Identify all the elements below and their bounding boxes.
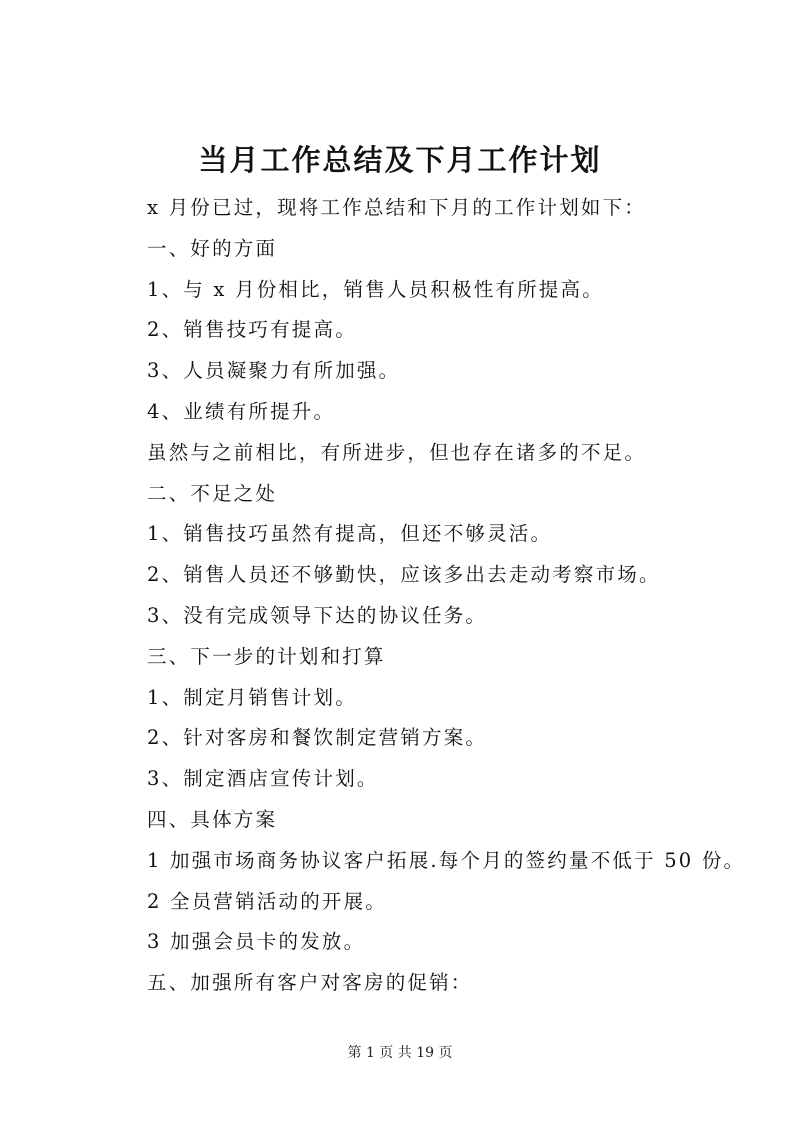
body-line: 4、业绩有所提升。 [147, 399, 336, 423]
body-line: 2、销售技巧有提高。 [147, 318, 357, 342]
body-line: 1、制定月销售计划。 [147, 685, 357, 709]
body-line: 3、人员凝聚力有所加强。 [147, 359, 401, 383]
body-line: 2、销售人员还不够勤快，应该多出去走动考察市场。 [147, 563, 661, 587]
body-line: 1 加强市场商务协议客户拓展.每个月的签约量不低于 50 份。 [147, 848, 746, 872]
body-line: 3 加强会员卡的发放。 [147, 930, 366, 954]
section-heading: 四、具体方案 [147, 807, 278, 831]
body-line: 虽然与之前相比，有所进步，但也存在诸多的不足。 [147, 440, 647, 464]
body-line: 3、没有完成领导下达的协议任务。 [147, 603, 488, 627]
body-line: 3、制定酒店宣传计划。 [147, 767, 379, 791]
body-line: 2、针对客房和餐饮制定营销方案。 [147, 726, 488, 750]
document-body [147, 188, 767, 1004]
page-number-footer: 第 1 页 共 19 页 [347, 1045, 453, 1061]
section-heading: 三、下一步的计划和打算 [147, 644, 386, 668]
body-line: x 月份已过，现将工作总结和下月的工作计划如下： [147, 196, 646, 219]
section-heading: 一、好的方面 [147, 236, 278, 260]
section-heading: 二、不足之处 [147, 481, 278, 505]
body-line: 1、销售技巧虽然有提高，但还不够灵活。 [147, 522, 553, 546]
body-line: 2 全员营销活动的开展。 [147, 889, 388, 913]
document-title: 当月工作总结及下月工作计划 [198, 143, 602, 177]
section-heading: 五、加强所有客户对客房的促销： [147, 971, 473, 995]
body-line: 1、与 x 月份相比，销售人员积极性有所提高。 [147, 277, 604, 301]
